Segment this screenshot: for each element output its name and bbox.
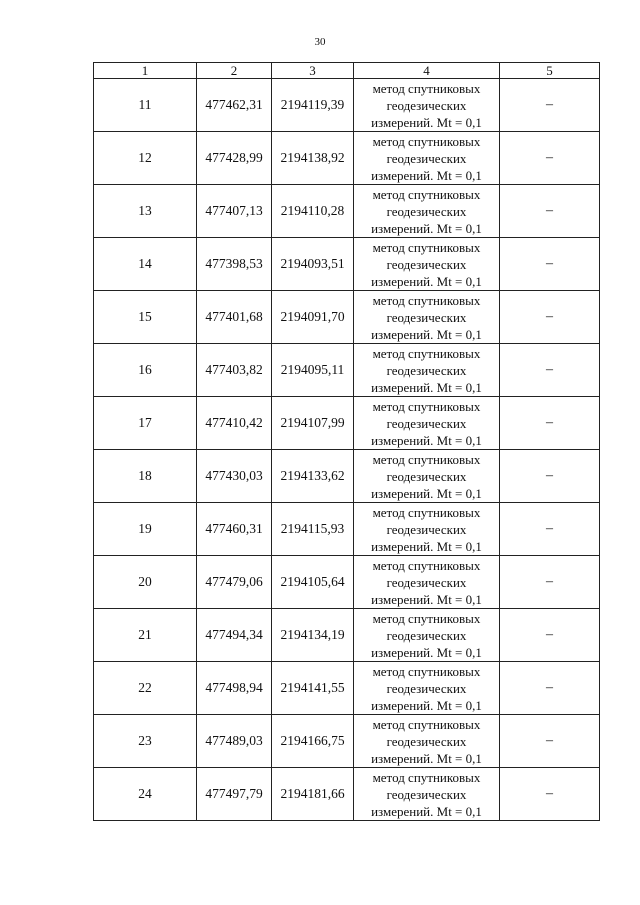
method-cell bbox=[354, 291, 500, 344]
table-row bbox=[94, 79, 600, 132]
method-line: геодезических bbox=[386, 521, 467, 537]
x-coordinate-cell: 477497,79 bbox=[197, 768, 272, 821]
method-line: геодезических bbox=[386, 203, 467, 219]
method-line: геодезических bbox=[386, 362, 467, 378]
method-cell bbox=[354, 662, 500, 715]
method-line: геодезических bbox=[386, 786, 467, 802]
note-cell: – bbox=[500, 662, 600, 715]
method-line: метод спутниковых bbox=[372, 239, 481, 255]
method-line: метод спутниковых bbox=[372, 186, 481, 202]
note-cell: – bbox=[500, 715, 600, 768]
y-coordinate-cell: 2194095,11 bbox=[272, 344, 354, 397]
x-coordinate-cell: 477398,53 bbox=[197, 238, 272, 291]
method-line: геодезических bbox=[386, 309, 467, 325]
x-coordinate-cell: 477494,34 bbox=[197, 609, 272, 662]
method-line: геодезических bbox=[386, 97, 467, 113]
page-number: 30 bbox=[314, 36, 326, 48]
method-line: измерений. Mt = 0,1 bbox=[371, 432, 482, 448]
column-header-3: 3 bbox=[272, 63, 354, 79]
y-coordinate-cell: 2194105,64 bbox=[272, 556, 354, 609]
method-line: метод спутниковых bbox=[372, 398, 481, 414]
method-line: метод спутниковых bbox=[372, 610, 481, 626]
method-line: метод спутниковых bbox=[372, 557, 481, 573]
note-cell: – bbox=[500, 291, 600, 344]
x-coordinate-cell: 477498,94 bbox=[197, 662, 272, 715]
y-coordinate-cell: 2194141,55 bbox=[272, 662, 354, 715]
method-line: измерений. Mt = 0,1 bbox=[371, 644, 482, 660]
note-cell: – bbox=[500, 503, 600, 556]
y-coordinate-cell: 2194134,19 bbox=[272, 609, 354, 662]
method-cell bbox=[354, 450, 500, 503]
method-cell bbox=[354, 768, 500, 821]
method-line: геодезических bbox=[386, 468, 467, 484]
method-line: метод спутниковых bbox=[372, 133, 481, 149]
x-coordinate-cell: 477479,06 bbox=[197, 556, 272, 609]
point-number-cell: 20 bbox=[94, 556, 197, 609]
x-coordinate-cell: 477462,31 bbox=[197, 79, 272, 132]
y-coordinate-cell: 2194181,66 bbox=[272, 768, 354, 821]
point-number-cell: 15 bbox=[94, 291, 197, 344]
note-cell: – bbox=[500, 609, 600, 662]
method-line: геодезических bbox=[386, 733, 467, 749]
x-coordinate-cell: 477428,99 bbox=[197, 132, 272, 185]
column-header-2: 2 bbox=[197, 63, 272, 79]
point-number-cell: 22 bbox=[94, 662, 197, 715]
y-coordinate-cell: 2194166,75 bbox=[272, 715, 354, 768]
y-coordinate-cell: 2194138,92 bbox=[272, 132, 354, 185]
method-line: измерений. Mt = 0,1 bbox=[371, 485, 482, 501]
method-cell bbox=[354, 238, 500, 291]
coordinates-table bbox=[93, 62, 600, 821]
header-row bbox=[94, 63, 600, 79]
point-number-cell: 23 bbox=[94, 715, 197, 768]
method-line: геодезических bbox=[386, 256, 467, 272]
point-number-cell: 17 bbox=[94, 397, 197, 450]
point-number-cell: 24 bbox=[94, 768, 197, 821]
method-line: измерений. Mt = 0,1 bbox=[371, 167, 482, 183]
table-row bbox=[94, 662, 600, 715]
method-cell bbox=[354, 609, 500, 662]
y-coordinate-cell: 2194107,99 bbox=[272, 397, 354, 450]
y-coordinate-cell: 2194133,62 bbox=[272, 450, 354, 503]
method-line: измерений. Mt = 0,1 bbox=[371, 591, 482, 607]
method-line: метод спутниковых bbox=[372, 663, 481, 679]
method-line: измерений. Mt = 0,1 bbox=[371, 697, 482, 713]
y-coordinate-cell: 2194115,93 bbox=[272, 503, 354, 556]
y-coordinate-cell: 2194119,39 bbox=[272, 79, 354, 132]
table-row bbox=[94, 344, 600, 397]
table-row bbox=[94, 609, 600, 662]
x-coordinate-cell: 477489,03 bbox=[197, 715, 272, 768]
note-cell: – bbox=[500, 185, 600, 238]
method-line: метод спутниковых bbox=[372, 504, 481, 520]
note-cell: – bbox=[500, 79, 600, 132]
method-cell bbox=[354, 397, 500, 450]
x-coordinate-cell: 477407,13 bbox=[197, 185, 272, 238]
table-row bbox=[94, 450, 600, 503]
method-cell bbox=[354, 503, 500, 556]
point-number-cell: 12 bbox=[94, 132, 197, 185]
table-row bbox=[94, 185, 600, 238]
method-cell bbox=[354, 79, 500, 132]
method-line: измерений. Mt = 0,1 bbox=[371, 750, 482, 766]
method-line: измерений. Mt = 0,1 bbox=[371, 114, 482, 130]
method-line: измерений. Mt = 0,1 bbox=[371, 803, 482, 819]
column-header-1: 1 bbox=[94, 63, 197, 79]
table-row bbox=[94, 291, 600, 344]
column-header-5: 5 bbox=[500, 63, 600, 79]
point-number-cell: 18 bbox=[94, 450, 197, 503]
note-cell: – bbox=[500, 768, 600, 821]
method-line: измерений. Mt = 0,1 bbox=[371, 273, 482, 289]
note-cell: – bbox=[500, 556, 600, 609]
x-coordinate-cell: 477410,42 bbox=[197, 397, 272, 450]
note-cell: – bbox=[500, 450, 600, 503]
point-number-cell: 14 bbox=[94, 238, 197, 291]
y-coordinate-cell: 2194091,70 bbox=[272, 291, 354, 344]
method-line: измерений. Mt = 0,1 bbox=[371, 326, 482, 342]
note-cell: – bbox=[500, 397, 600, 450]
table-row bbox=[94, 132, 600, 185]
x-coordinate-cell: 477403,82 bbox=[197, 344, 272, 397]
method-cell bbox=[354, 344, 500, 397]
table-row bbox=[94, 397, 600, 450]
method-cell bbox=[354, 556, 500, 609]
note-cell: – bbox=[500, 132, 600, 185]
point-number-cell: 11 bbox=[94, 79, 197, 132]
method-line: геодезических bbox=[386, 574, 467, 590]
point-number-cell: 21 bbox=[94, 609, 197, 662]
table-row bbox=[94, 768, 600, 821]
table-row bbox=[94, 238, 600, 291]
method-cell bbox=[354, 132, 500, 185]
table-row bbox=[94, 715, 600, 768]
table-row bbox=[94, 556, 600, 609]
point-number-cell: 16 bbox=[94, 344, 197, 397]
method-line: геодезических bbox=[386, 680, 467, 696]
method-line: измерений. Mt = 0,1 bbox=[371, 220, 482, 236]
method-line: метод спутниковых bbox=[372, 80, 481, 96]
method-line: геодезических bbox=[386, 415, 467, 431]
method-line: метод спутниковых bbox=[372, 345, 481, 361]
x-coordinate-cell: 477460,31 bbox=[197, 503, 272, 556]
point-number-cell: 19 bbox=[94, 503, 197, 556]
y-coordinate-cell: 2194110,28 bbox=[272, 185, 354, 238]
x-coordinate-cell: 477401,68 bbox=[197, 291, 272, 344]
table-row bbox=[94, 503, 600, 556]
method-cell bbox=[354, 715, 500, 768]
method-line: измерений. Mt = 0,1 bbox=[371, 538, 482, 554]
method-cell bbox=[354, 185, 500, 238]
x-coordinate-cell: 477430,03 bbox=[197, 450, 272, 503]
method-line: метод спутниковых bbox=[372, 769, 481, 785]
method-line: метод спутниковых bbox=[372, 292, 481, 308]
method-line: геодезических bbox=[386, 627, 467, 643]
method-line: метод спутниковых bbox=[372, 451, 481, 467]
column-header-4: 4 bbox=[354, 63, 500, 79]
y-coordinate-cell: 2194093,51 bbox=[272, 238, 354, 291]
note-cell: – bbox=[500, 238, 600, 291]
note-cell: – bbox=[500, 344, 600, 397]
point-number-cell: 13 bbox=[94, 185, 197, 238]
method-line: измерений. Mt = 0,1 bbox=[371, 379, 482, 395]
method-line: метод спутниковых bbox=[372, 716, 481, 732]
method-line: геодезических bbox=[386, 150, 467, 166]
